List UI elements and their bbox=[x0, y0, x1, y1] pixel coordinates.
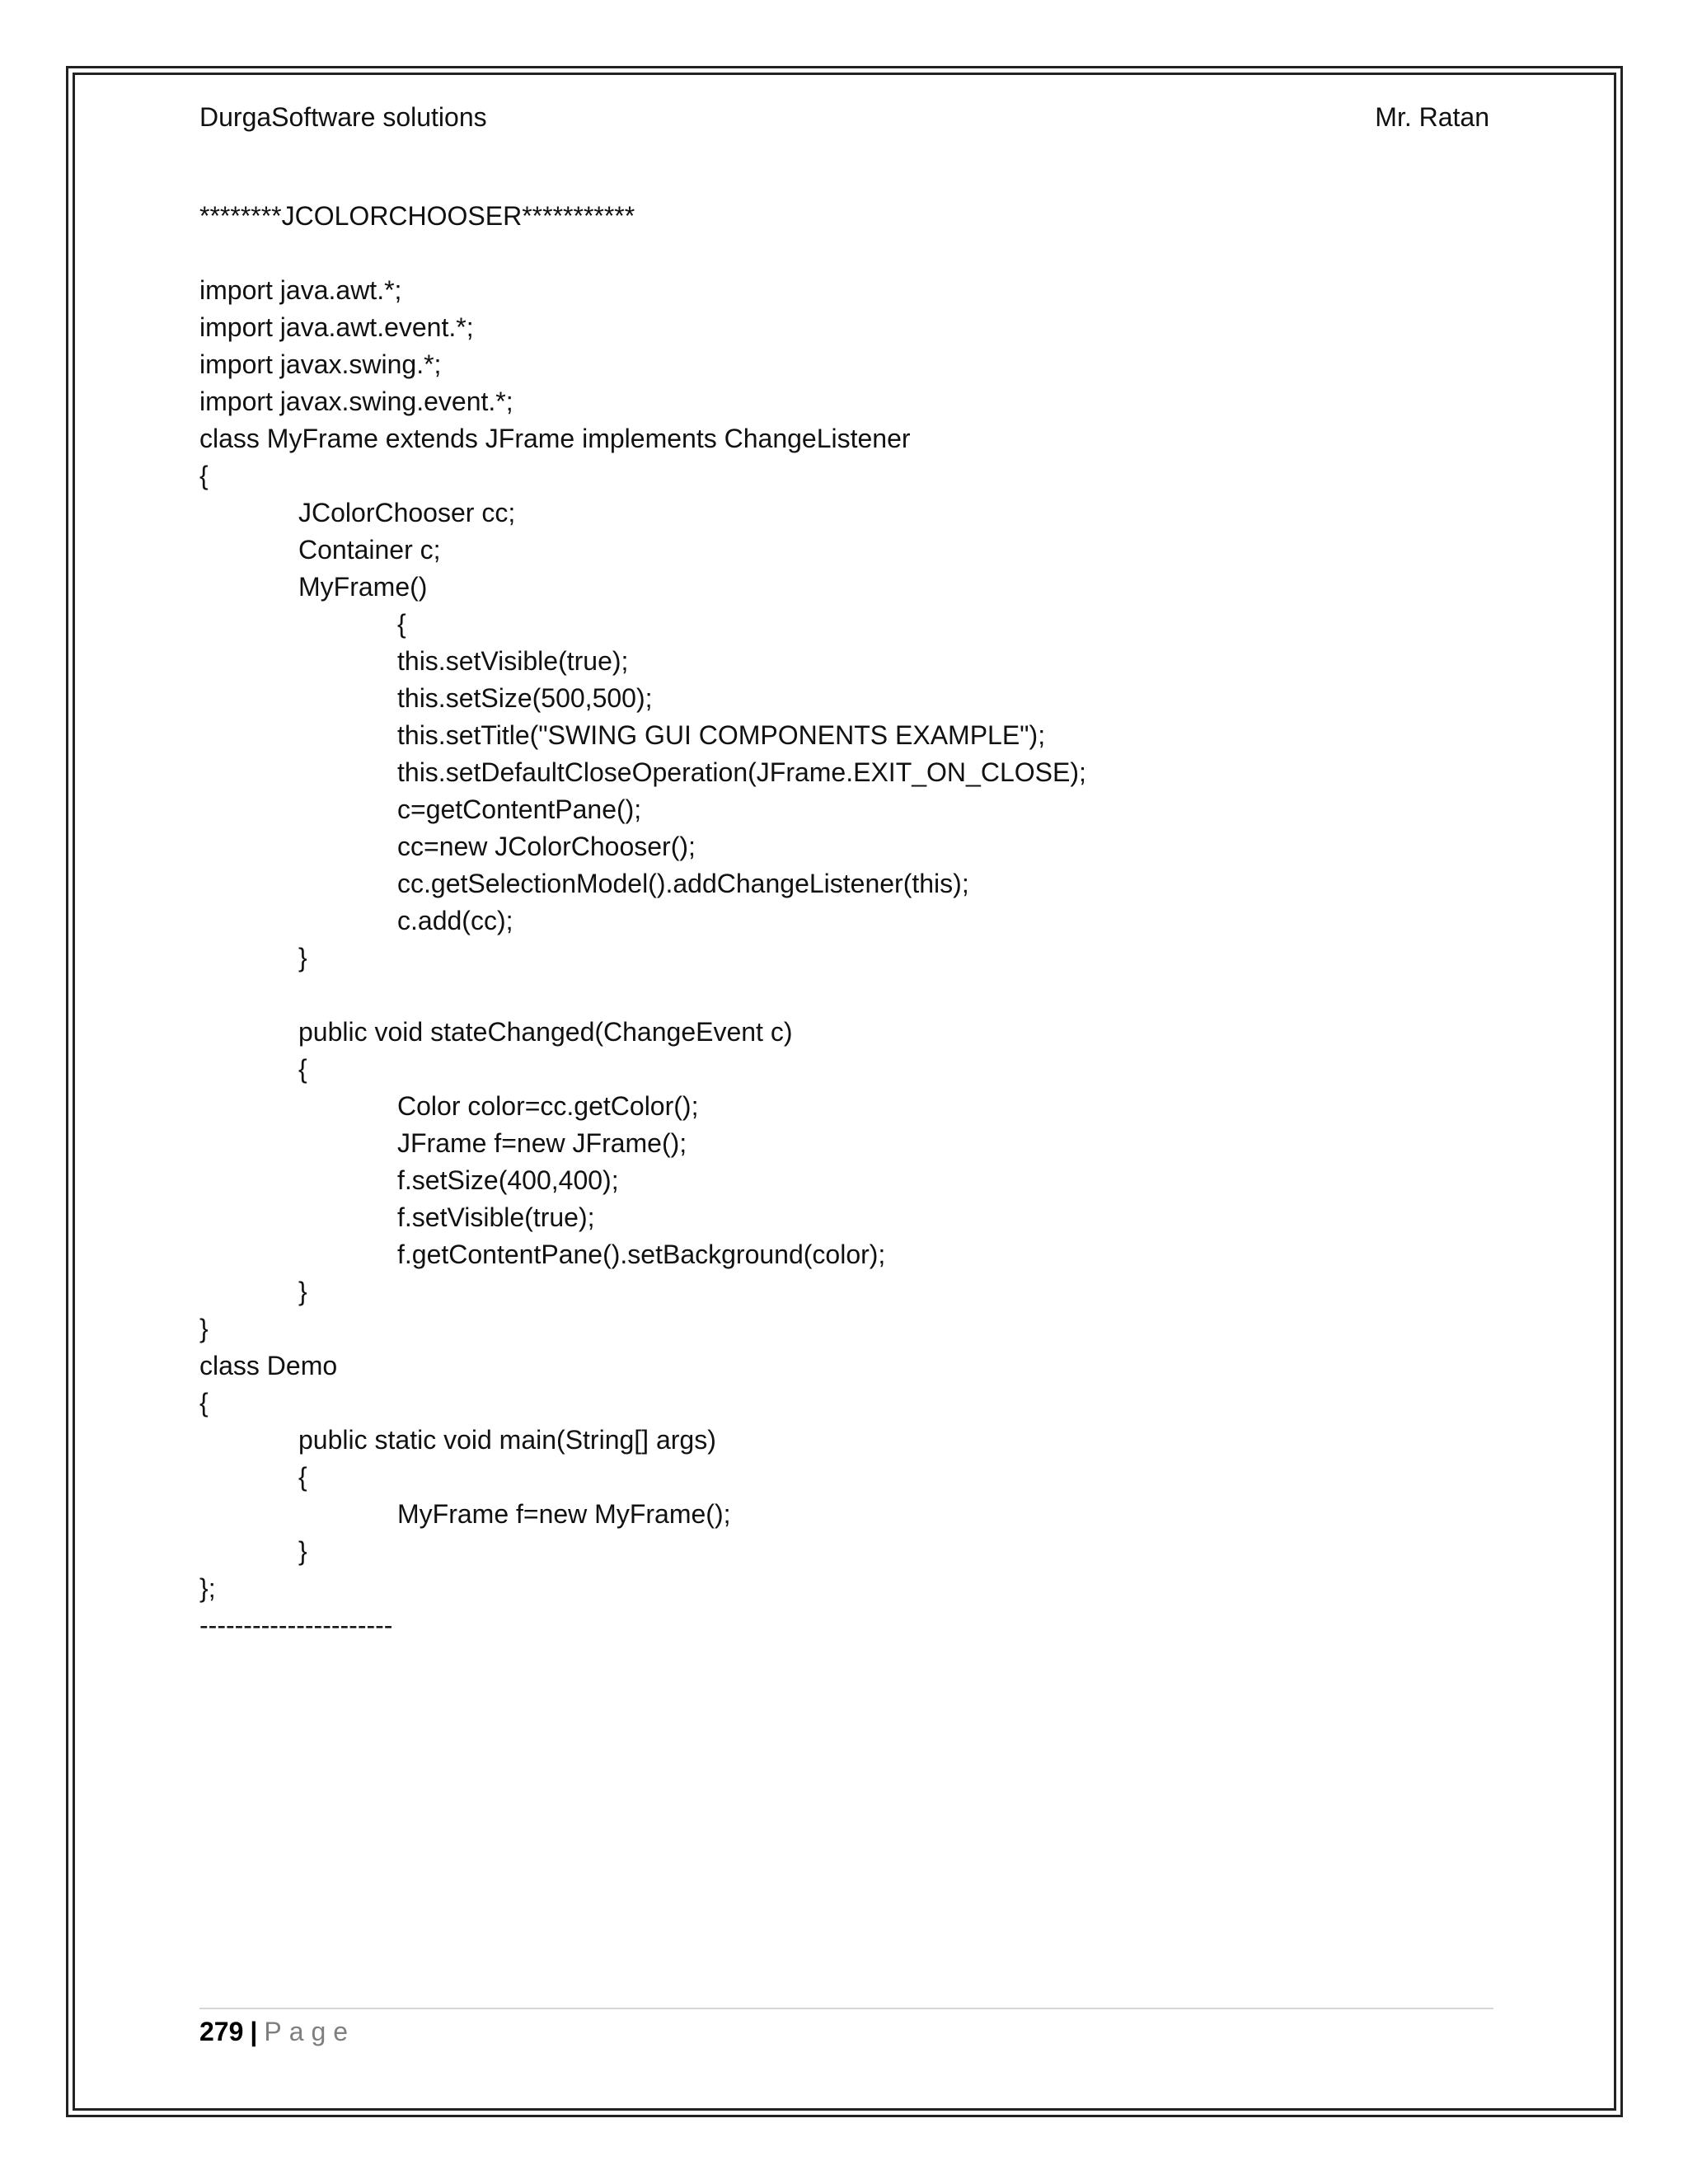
code-line: import java.awt.*; bbox=[199, 275, 402, 305]
code-line: import javax.swing.*; bbox=[199, 349, 442, 379]
header-author: Mr. Ratan bbox=[1375, 102, 1489, 132]
code-line: } bbox=[298, 943, 307, 972]
section-title: ********JCOLORCHOOSER*********** bbox=[199, 201, 635, 231]
code-line: f.setVisible(true); bbox=[397, 1202, 595, 1232]
code-line: this.setTitle("SWING GUI COMPONENTS EXAMPLE"); bbox=[397, 720, 1046, 750]
code-line bbox=[199, 977, 1086, 1014]
code-line: } bbox=[199, 1314, 209, 1343]
code-line: public void stateChanged(ChangeEvent c) bbox=[298, 1017, 793, 1047]
code-line: } bbox=[298, 1536, 307, 1566]
page-footer bbox=[199, 2013, 355, 2050]
code-line: this.setSize(500,500); bbox=[397, 683, 653, 713]
code-line: import javax.swing.event.*; bbox=[199, 387, 513, 416]
code-line: JFrame f=new JFrame(); bbox=[397, 1128, 687, 1158]
code-line: MyFrame() bbox=[298, 572, 428, 602]
code-line: JColorChooser cc; bbox=[298, 498, 516, 527]
code-listing bbox=[199, 198, 1086, 1644]
footer-separator: | bbox=[250, 2017, 258, 2046]
code-line: { bbox=[199, 1388, 209, 1418]
code-line: { bbox=[397, 609, 406, 639]
code-line: MyFrame f=new MyFrame(); bbox=[397, 1499, 731, 1529]
code-line: this.setDefaultCloseOperation(JFrame.EXIT_ON_CLOSE); bbox=[397, 757, 1086, 787]
page-label: Page bbox=[264, 2017, 356, 2046]
code-line: c=getContentPane(); bbox=[397, 794, 642, 824]
code-line: Color color=cc.getColor(); bbox=[397, 1091, 699, 1121]
code-line: { bbox=[298, 1054, 307, 1084]
page-number: 279 bbox=[199, 2017, 244, 2046]
code-line: import java.awt.event.*; bbox=[199, 312, 474, 342]
code-line: this.setVisible(true); bbox=[397, 646, 629, 676]
code-line: ---------------------- bbox=[199, 1610, 393, 1640]
header-company: DurgaSoftware solutions bbox=[199, 102, 487, 132]
code-line: } bbox=[298, 1277, 307, 1306]
code-line: Container c; bbox=[298, 535, 441, 565]
code-line: { bbox=[199, 461, 209, 490]
code-line: }; bbox=[199, 1573, 216, 1603]
code-line bbox=[199, 235, 1086, 272]
code-line: cc.getSelectionModel().addChangeListener(this); bbox=[397, 869, 969, 898]
code-line: f.setSize(400,400); bbox=[397, 1165, 619, 1195]
code-line: { bbox=[298, 1462, 307, 1492]
code-line: class MyFrame extends JFrame implements ChangeListener bbox=[199, 424, 911, 453]
code-line: cc=new JColorChooser(); bbox=[397, 832, 696, 861]
code-line: f.getContentPane().setBackground(color); bbox=[397, 1240, 886, 1269]
footer-divider bbox=[199, 2008, 1493, 2009]
code-line: class Demo bbox=[199, 1351, 338, 1380]
code-line: c.add(cc); bbox=[397, 906, 513, 935]
code-line: public static void main(String[] args) bbox=[298, 1425, 716, 1455]
